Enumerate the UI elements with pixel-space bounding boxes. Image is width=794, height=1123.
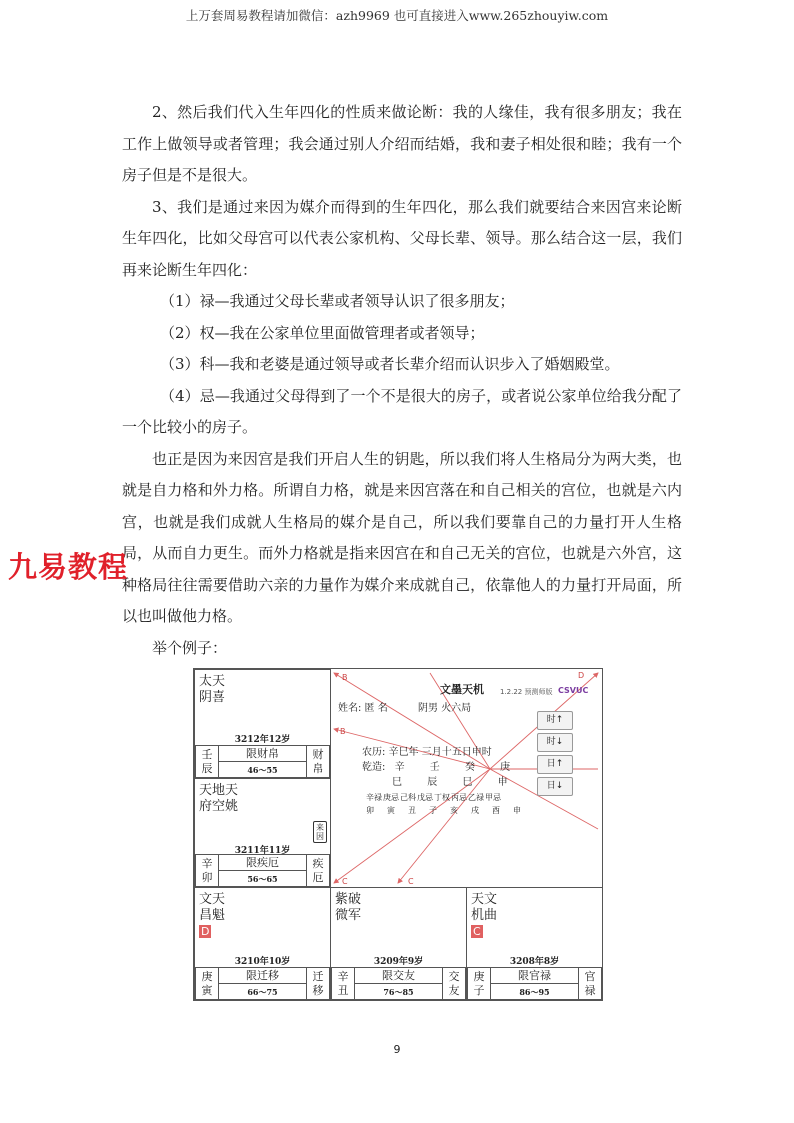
palace-short: 财 [312, 747, 324, 761]
palace-age: 3212年12岁 [234, 735, 291, 745]
pillar-stem: 癸 [464, 762, 475, 773]
palace-limit-name: 限官禄 [491, 968, 579, 984]
palace-stem: 庚 [473, 969, 485, 983]
pillar-branch: 巳 [392, 777, 402, 788]
palace-age: 3211年11岁 [234, 846, 291, 856]
palace-age: 3210年10岁 [234, 957, 291, 967]
palace-range: 46～55 [219, 762, 307, 778]
day-up-button[interactable]: 日↑ [537, 755, 573, 774]
palace-short: 友 [448, 983, 460, 997]
palace-short: 帛 [312, 761, 324, 775]
page-number: 9 [393, 1043, 401, 1056]
pillar-stem: 辛 [394, 762, 405, 773]
palace-short: 交 [448, 969, 460, 983]
palace-stem: 辛 [201, 856, 213, 870]
palace-stars-line2: 微军 [335, 908, 362, 923]
palace-short: 禄 [584, 983, 596, 997]
palace-range: 56～65 [219, 871, 307, 887]
day-down-button[interactable]: 日↓ [537, 777, 573, 796]
palace-age: 3208年8岁 [509, 957, 560, 967]
app-title: 文墨天机 [440, 683, 484, 696]
palace-info-table [195, 745, 330, 778]
list-item-4: （4）忌—我通过父母得到了一个不是很大的房子，或者说公家单位给我分配了一个比较小的房子。 [122, 386, 682, 436]
app-version: 1.2.22 预测师版 [500, 688, 553, 696]
list-item-1: （1）禄—我通过父母长辈或者领导认识了很多朋友； [160, 292, 515, 310]
palace-guanlu [466, 887, 603, 1001]
palace-branch: 子 [473, 983, 485, 997]
palace-jie [194, 778, 331, 888]
palace-limit-name: 限疾厄 [219, 855, 307, 871]
palace-info-table [331, 967, 466, 1000]
hour-down-button[interactable]: 时↓ [537, 733, 573, 752]
chart-center [330, 669, 602, 887]
list-item-2: （2）权—我在公家单位里面做管理者或者领导； [160, 323, 485, 342]
palace-branch: 卯 [201, 870, 213, 884]
arrow-label: C [408, 877, 414, 886]
paragraph-pattern: 也正是因为来因宫是我们开启人生的钥匙，所以我们将人生格局分为两大类，也就是自力格和外力格。所谓自力格，就是来因宫落在和自己相关的宫位，也就是六内宫，也就是我们成就人生格局的媒介是自己，所以我们要靠自己的力量打开人生格局，从而自力更生。而外力格就是指来因宫在和自己无关的宫位，也就是六外宫，这种格局往往需要借助六亲的力量作为媒介来成就自己，依靠他人的力量打开局面，所以也叫做他力格。 [122, 449, 682, 625]
palace-stars-line2: 昌魁 [199, 908, 226, 923]
watermark: 九易教程 [8, 550, 129, 584]
arrow-label: B [342, 673, 348, 682]
sihua-badge: C [473, 925, 481, 938]
palace-info-table [467, 967, 602, 1000]
palace-stem: 辛 [337, 969, 349, 983]
palace-short: 官 [584, 969, 596, 983]
name-line: 姓名: 匿 名 [338, 703, 388, 714]
palace-stars-line1: 太天 [199, 674, 226, 689]
palace-short: 厄 [312, 870, 324, 884]
palace-branch: 丑 [337, 983, 349, 997]
page-header: 上万套周易教程请加微信：azh9969 也可直接进入www.265zhouyiw.com [185, 8, 609, 23]
pillar-branch: 辰 [427, 777, 438, 788]
palace-range: 86～95 [491, 984, 579, 1000]
palace-range: 76～85 [355, 984, 443, 1000]
palace-stars-line1: 天文 [471, 892, 498, 907]
arrow-label: C [342, 877, 348, 886]
qianzao-row [362, 758, 510, 773]
palace-info-table [195, 967, 330, 1000]
palace-short: 移 [312, 983, 324, 997]
body-text [122, 97, 682, 664]
palace-caibo [194, 669, 331, 779]
palace-age: 3209年9岁 [373, 957, 424, 967]
example-intro: 举个例子： [152, 638, 228, 657]
palace-qianyi [194, 887, 331, 1001]
palace-limit-name: 限迁移 [219, 968, 307, 984]
palace-stem: 庚 [201, 969, 213, 983]
pillar-branch: 巳 [462, 777, 473, 788]
pillar-stem: 壬 [429, 762, 440, 773]
arrow-label: B [340, 727, 346, 736]
palace-stars-line1: 天地天 [199, 783, 239, 798]
time-buttons [537, 711, 573, 799]
palace-branch: 寅 [201, 983, 213, 997]
gender-line: 阴男 火六局 [418, 703, 472, 714]
laiyin-badge: 来因 [313, 821, 327, 843]
hour-up-button[interactable]: 时↑ [537, 711, 573, 730]
ganzhi-row-top: 辛禄庚忌己科戊忌丁权丙忌乙禄甲忌 [366, 793, 501, 802]
arrow-label: D [578, 671, 585, 680]
pillar-branch-row [392, 773, 508, 788]
palace-short: 疾 [312, 856, 324, 870]
pillar-branch: 申 [497, 777, 508, 788]
list-item-3: （3）科—我和老婆是通过领导或者长辈介绍而认识步入了婚姻殿堂。 [160, 355, 620, 373]
palace-short: 迁 [312, 969, 324, 983]
paragraph-3: 3、我们是通过来因为媒介而得到的生年四化，那么我们就要结合来因宫来论断生年四化，比如父母宫可以代表公家机构、父母长辈、领导。那么结合这一层，我们再来论断生年四化： [122, 197, 682, 279]
palace-stem: 壬 [201, 747, 213, 761]
paragraph-2: 2、然后我们代入生年四化的性质来做论断：我的人缘佳，我有很多朋友；我在工作上做领导或者管理；我会通过别人介绍而结婚，我和妻子相处很和睦；我有一个房子但是不是很大。 [122, 103, 682, 184]
brand-logo: CSVUC [558, 686, 589, 695]
palace-stars-line1: 文天 [199, 892, 226, 907]
qianzao-label: 乾造: [362, 762, 386, 773]
palace-limit-name: 限交友 [355, 968, 443, 984]
palace-jiaoyou [330, 887, 467, 1001]
ganzhi-row-bottom: 卯寅丑子亥戌酉申 [366, 806, 533, 815]
palace-stars-line2: 府空姚 [199, 799, 239, 814]
pillar-stem: 庚 [500, 762, 511, 773]
ziwei-chart [193, 668, 603, 1001]
sihua-badge: D [201, 925, 210, 938]
palace-info-table [195, 854, 330, 887]
palace-range: 66～75 [219, 984, 307, 1000]
palace-stars-line2: 阴喜 [199, 690, 226, 705]
palace-stars-line1: 紫破 [335, 892, 362, 907]
palace-branch: 辰 [201, 761, 213, 775]
palace-stars-line2: 机曲 [471, 908, 498, 923]
palace-limit-name: 限财帛 [219, 746, 307, 762]
lunar-line: 农历: 辛巳年 三月十五日申时 [362, 747, 492, 758]
